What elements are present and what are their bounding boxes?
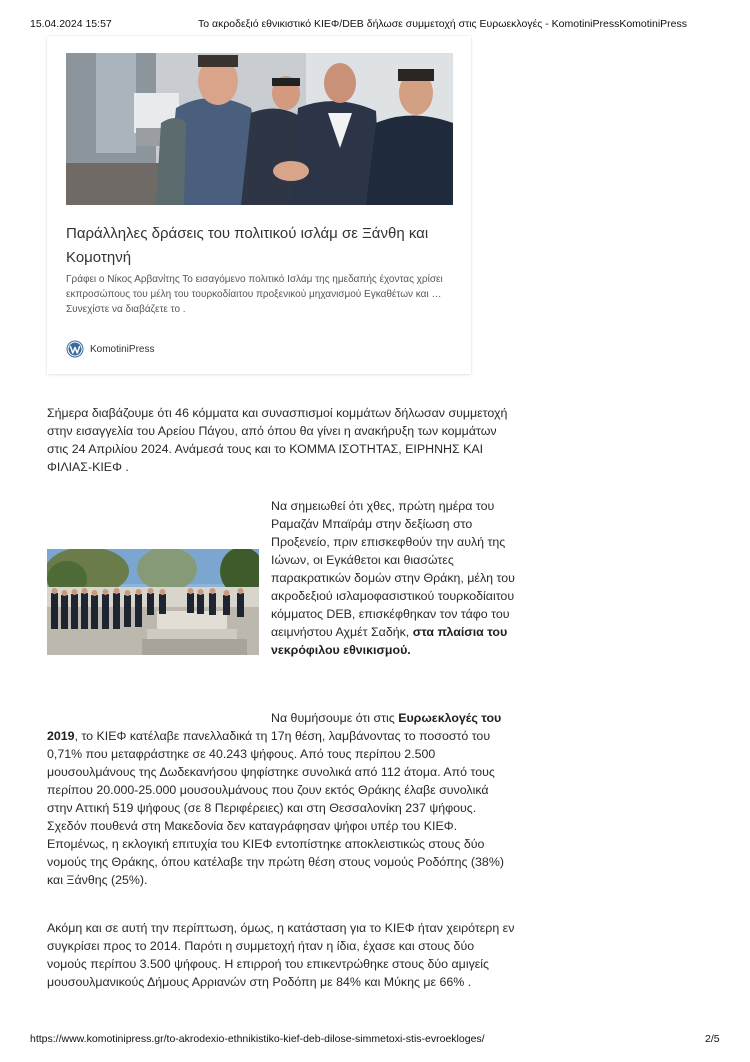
article-paragraph-4: Ακόμη και σε αυτή την περίπτωση, όμως, η κατάσταση για το ΚΙΕΦ ήταν χειρότερη εν συγκρίσει προς το 2014. Παρότι η συμμετοχή ήταν η ίδια, έχασε και στους δύο νομούς περίπου 3.500 ψήφους. Η επιρροή του επικεντρώθηκε στους δύο αμιγείς μουσουλμανικούς Δήμους Αρριανών στη Ροδόπη με 84% και Μύκης με 66% . [47,921,515,989]
paragraph-2-text: Να σημειωθεί ότι χθες, πρώτη ημέρα του Ραμαζάν Μπαϊράμ στην δεξίωση στο Προξενείο, πριν επισκεφθούν την αυλή της Ιώνων, οι Εγκάθετοι και θιασώτες παρακρατικών δομών στην Θράκη, μέλη του ακροδεξιού ισλαμοφασιστικού τουρκοδίαιτου κόμματος DEB, επισκέφθηκαν τον τάφο του αειμνήστου Αχμέτ Σαδήκ, [271,499,515,639]
print-date: 15.04.2024 15:57 [30,18,112,30]
print-page-number: 2/5 [705,1033,720,1045]
card-excerpt: Γράφει ο Νίκος Αρβανίτης Το εισαγόμενο πολιτικό Ισλάμ της ημεδαπής έχοντας χρίσει εκπροσώπους του μέλη του τουρκοδίαιτου προξενικού μηχανισμού Εγκαθέτων και … Συνεχίστε να διαβάζετε το . [66,274,443,315]
wordpress-icon [66,340,84,358]
paragraph-3-rest: , το ΚΙΕΦ κατέλαβε πανελλαδικά τη 17η θέση, λαμβάνοντας το ποσοστό του 0,71% που μεταφράστηκε σε 40.243 ψήφους. Από τους περίπου 2.500 μουσουλμάνους της Δωδεκανήσου ψηφίστηκε συνολικά από 112 άτομα. Από τους περίπου 20.000-25.000 μουσουλμάνους που ζουν εκτός Θράκης έλαβε συνολικά στην Αττική 519 ψήφους (σε 8 Περιφέρειες) και στη Θεσσαλονίκη 237 ψήφους. Σχεδόν πουθενά στη Μακεδονία δεν καταγράφησαν ψήφοι υπέρ του ΚΙΕΦ. Επομένως, η εκλογική επιτυχία του ΚΙΕΦ εντοπίστηκε αποκλειστικώς στους δύο νομούς της Θράκης, όπου κατέλαβε την πρώτη θέση στους νομούς Ροδόπης (38%) και Ξάνθης (25%). [47,729,504,887]
article-paragraph-1: Σήμερα διαβάζουμε ότι 46 κόμματα και συνασπισμοί κομμάτων δήλωσαν συμμετοχή στην εισαγγελία του Αρείου Πάγου, από όπου θα γίνει η ανακήρυξη των κομμάτων στις 24 Απριλίου 2024. Ανάμεσά τους και το ΚΟΜΜΑ ΙΣΟΤΗΤΑΣ, ΕΙΡΗΝΗΣ ΚΑΙ ΦΙΛΙΑΣ-ΚΙΕΦ . [47,406,508,474]
print-url: https://www.komotinipress.gr/to-akrodexio-ethnikistiko-kief-deb-dilose-simmetoxi-stis-evroekloges/ [30,1033,485,1045]
card-brand[interactable] [66,339,154,359]
paragraph-3-lead: Να θυμήσουμε ότι στις [271,711,395,725]
article-paragraph-3 [47,709,517,889]
article-paragraph-2 [271,497,519,659]
embedded-post-card[interactable] [47,36,471,374]
cemetery-visit-photo [47,549,259,655]
card-title[interactable]: Παράλληλες δράσεις του πολιτικού ισλάμ σε Ξάνθη και Κομοτηνή [66,225,429,266]
brand-name: KomotiniPress [90,343,155,355]
group-photo [47,549,259,655]
paragraph-3-bold: Ευρωεκλογές του 2019 [47,711,502,743]
card-photo-handshake[interactable] [66,53,453,205]
print-page-title: Το ακροδεξιό εθνικιστικό ΚΙΕΦ/DEB δήλωσε συμμετοχή στις Ευρωεκλογές - KomotiniPressKomotiniPress [198,18,688,30]
paragraph-2-bold: στα πλαίσια του νεκρόφιλου εθνικισμού. [271,625,508,657]
handshake-photo [66,53,453,205]
